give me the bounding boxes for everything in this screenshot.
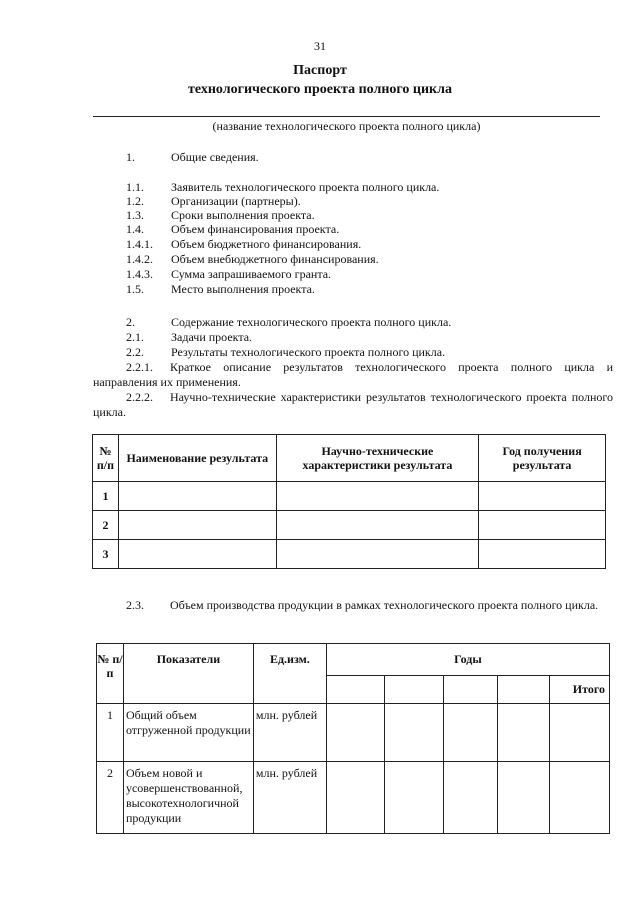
item-number: 1.4.	[126, 222, 144, 236]
row-number: 3	[93, 540, 119, 569]
item-label: Задачи проекта.	[171, 330, 253, 344]
table-cell[interactable]	[444, 704, 498, 762]
unit-cell: млн. рублей	[253, 762, 326, 834]
table-cell[interactable]	[550, 704, 610, 762]
column-header: Ед.изм.	[253, 644, 326, 704]
item-number: 2.2.2.	[126, 390, 153, 404]
item-number: 2.2.	[126, 345, 144, 359]
year-cell[interactable]	[444, 676, 498, 704]
table-cell[interactable]	[479, 540, 606, 569]
year-cell[interactable]	[326, 676, 384, 704]
column-header: № п/п	[93, 435, 119, 482]
item-label: Место выполнения проекта.	[171, 282, 315, 296]
column-header-total: Итого	[550, 676, 610, 704]
table-cell[interactable]	[118, 540, 276, 569]
row-number: 1	[97, 704, 124, 762]
item-label: Сроки выполнения проекта.	[171, 208, 315, 222]
year-cell[interactable]	[498, 676, 550, 704]
table-cell[interactable]	[498, 704, 550, 762]
paragraph-text: Краткое описание результатов технологического проекта полного цикла и направления их применения.	[93, 360, 613, 389]
table-cell[interactable]	[326, 704, 384, 762]
page-subtitle: технологического проекта полного цикла	[188, 82, 452, 97]
table-cell[interactable]	[118, 511, 276, 540]
item-number: 2.3.	[126, 598, 144, 612]
indicator-cell: Объем новой и усовершенствованной, высокотехнологичной продукции	[123, 762, 253, 834]
table-cell[interactable]	[276, 511, 479, 540]
section-number: 2.	[126, 315, 135, 329]
table-header-row	[93, 435, 606, 482]
page-title: Паспорт	[293, 63, 347, 78]
project-name-line	[93, 116, 600, 117]
item-label: Объем внебюджетного финансирования.	[171, 252, 379, 266]
column-header: Наименование результата	[118, 435, 276, 482]
paragraph-2-2-2	[93, 390, 613, 419]
table-row	[97, 762, 610, 834]
column-header: Год получения результата	[479, 435, 606, 482]
paragraph-text: Научно-технические характеристики результатов технологического проекта полного цикла.	[93, 390, 613, 419]
item-number: 1.4.2.	[126, 252, 153, 266]
item-label: Организации (партнеры).	[171, 194, 301, 208]
paragraph-text: Объем производства продукции в рамках технологического проекта полного цикла.	[170, 598, 599, 612]
table-cell[interactable]	[326, 762, 384, 834]
results-table	[92, 434, 606, 569]
item-number: 1.5.	[126, 282, 144, 296]
table-row	[93, 482, 606, 511]
table-cell[interactable]	[550, 762, 610, 834]
item-number: 1.2.	[126, 194, 144, 208]
section-label: Общие сведения.	[171, 150, 259, 164]
item-label: Объем финансирования проекта.	[171, 222, 340, 236]
table-cell[interactable]	[479, 482, 606, 511]
production-volume-table	[96, 643, 610, 834]
item-number: 1.1.	[126, 180, 144, 194]
table-row	[93, 511, 606, 540]
table-row	[93, 540, 606, 569]
item-label: Объем бюджетного финансирования.	[171, 237, 362, 251]
section-label: Содержание технологического проекта полного цикла.	[171, 315, 452, 329]
unit-cell: млн. рублей	[253, 704, 326, 762]
table-cell[interactable]	[479, 511, 606, 540]
row-number: 2	[97, 762, 124, 834]
paragraph-2-2-1	[93, 360, 613, 389]
year-cell[interactable]	[384, 676, 444, 704]
table-row	[97, 704, 610, 762]
item-number: 1.4.1.	[126, 237, 153, 251]
page-number: 31	[314, 39, 326, 53]
table-cell[interactable]	[276, 482, 479, 511]
indicator-cell: Общий объем отгруженной продукции	[123, 704, 253, 762]
item-label: Результаты технологического проекта полного цикла.	[171, 345, 446, 359]
column-header-years: Годы	[326, 644, 609, 676]
section-number: 1.	[126, 150, 135, 164]
column-header: Показатели	[123, 644, 253, 704]
table-cell[interactable]	[384, 704, 444, 762]
row-number: 2	[93, 511, 119, 540]
row-number: 1	[93, 482, 119, 511]
item-number: 2.1.	[126, 330, 144, 344]
table-header-row	[97, 644, 610, 676]
table-cell[interactable]	[444, 762, 498, 834]
table-cell[interactable]	[498, 762, 550, 834]
item-number: 2.2.1.	[126, 360, 153, 374]
item-label: Заявитель технологического проекта полного цикла.	[171, 180, 440, 194]
column-header: № п/п	[97, 644, 124, 704]
table-cell[interactable]	[276, 540, 479, 569]
column-header: Научно-технические характеристики результата	[276, 435, 479, 482]
project-name-caption: (название технологического проекта полного цикла)	[212, 119, 481, 133]
item-label: Сумма запрашиваемого гранта.	[171, 267, 332, 281]
item-number: 1.4.3.	[126, 267, 153, 281]
item-number: 1.3.	[126, 208, 144, 222]
paragraph-2-3	[93, 598, 613, 613]
table-cell[interactable]	[384, 762, 444, 834]
table-cell[interactable]	[118, 482, 276, 511]
